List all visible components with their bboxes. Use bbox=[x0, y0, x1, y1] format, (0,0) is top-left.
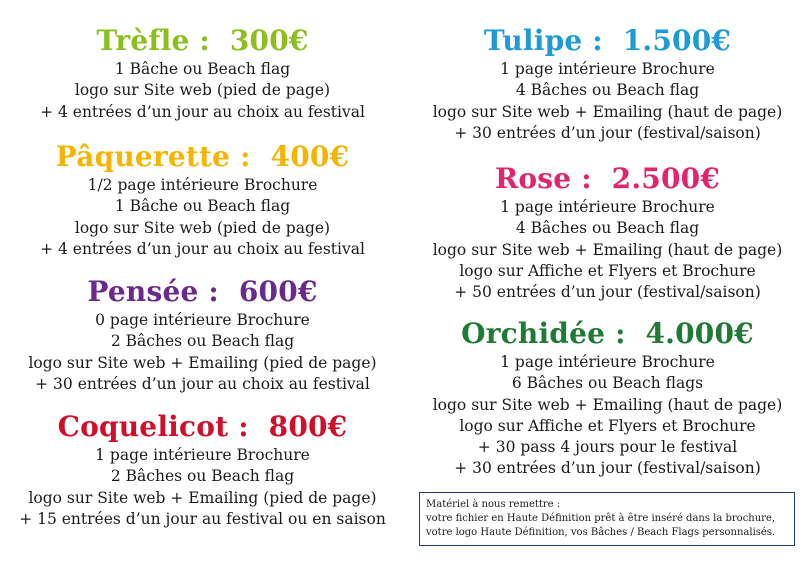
tier-benefit-line: logo sur Affiche et Flyers et Brochure bbox=[459, 416, 756, 435]
tier-benefit-line: 1 page intérieure Brochure bbox=[95, 446, 310, 464]
tier-title: Pâquerette : 400€ bbox=[55, 140, 350, 173]
tier-title: Rose : 2.500€ bbox=[494, 162, 721, 195]
note-line: votre fichier en Haute Définition prêt à être inséré dans la brochure, bbox=[426, 513, 776, 524]
tier-pensee bbox=[0, 275, 405, 395]
tier-title: Coquelicot : 800€ bbox=[57, 410, 348, 443]
tier-benefit-line: logo sur Site web (pied de page) bbox=[74, 218, 331, 237]
tier-benefit-line: 6 Bâches ou Beach flags bbox=[511, 374, 704, 393]
tier-lines bbox=[405, 197, 810, 303]
tier-title: Trèfle : 300€ bbox=[96, 24, 309, 57]
tier-benefit-line: 1 Bâche ou Beach flag bbox=[114, 197, 291, 216]
tier-benefit-line: logo sur Site web + Emailing (pied de page) bbox=[28, 353, 377, 372]
tier-benefit-line: + 4 entrées d’un jour au choix au festival bbox=[40, 102, 365, 121]
tier-benefit-line: + 50 entrées d’un jour (festival/saison) bbox=[454, 283, 761, 302]
note-line: Matériel à nous remettre : bbox=[426, 499, 561, 510]
tier-benefit-line: 4 Bâches ou Beach flag bbox=[515, 219, 700, 238]
tier-benefit-line: 0 page intérieure Brochure bbox=[95, 311, 310, 329]
tier-benefit-line: 2 Bâches ou Beach flag bbox=[110, 332, 295, 351]
tier-trefle bbox=[0, 24, 405, 123]
tier-benefit-line: + 30 pass 4 jours pour le festival bbox=[477, 438, 738, 457]
tier-rose bbox=[405, 162, 810, 303]
tier-orchidee bbox=[405, 317, 810, 480]
tier-benefit-line: + 4 entrées d’un jour au choix au festival bbox=[40, 239, 365, 258]
tier-benefit-line: 1 page intérieure Brochure bbox=[500, 198, 715, 216]
tier-paquerette bbox=[0, 140, 405, 260]
tier-benefit-line: + 30 entrées d’un jour au choix au festival bbox=[35, 374, 370, 393]
tier-coquelicot bbox=[0, 410, 405, 530]
tier-benefit-line: + 30 entrées d’un jour (festival/saison) bbox=[454, 123, 761, 142]
tier-benefit-line: logo sur Affiche et Flyers et Brochure bbox=[459, 261, 756, 280]
tier-benefit-line: 1 page intérieure Brochure bbox=[500, 353, 715, 371]
tier-benefit-line: 4 Bâches ou Beach flag bbox=[515, 81, 700, 100]
tier-tulipe bbox=[405, 24, 810, 144]
tier-benefit-line: 1 Bâche ou Beach flag bbox=[114, 60, 291, 78]
tier-title: Pensée : 600€ bbox=[87, 275, 318, 308]
tier-benefit-line: logo sur Site web + Emailing (haut de page) bbox=[432, 102, 783, 121]
tier-lines bbox=[0, 445, 405, 530]
material-note-box bbox=[419, 492, 795, 546]
tier-lines bbox=[0, 175, 405, 260]
tier-benefit-line: logo sur Site web + Emailing (haut de page) bbox=[432, 395, 783, 414]
tier-benefit-line: 1/2 page intérieure Brochure bbox=[87, 176, 318, 194]
tier-benefit-line: logo sur Site web (pied de page) bbox=[74, 81, 331, 100]
tier-lines bbox=[405, 352, 810, 480]
note-line: votre logo Haute Définition, vos Bâches / Beach Flags personnalisés. bbox=[426, 527, 776, 538]
tier-benefit-line: + 30 entrées d’un jour (festival/saison) bbox=[454, 459, 761, 478]
tier-benefit-line: 1 page intérieure Brochure bbox=[500, 60, 715, 78]
tier-title: Tulipe : 1.500€ bbox=[483, 24, 732, 57]
tier-lines bbox=[0, 310, 405, 395]
tier-benefit-line: logo sur Site web + Emailing (pied de page) bbox=[28, 488, 377, 507]
tier-benefit-line: logo sur Site web + Emailing (haut de page) bbox=[432, 240, 783, 259]
tier-benefit-line: + 15 entrées d’un jour au festival ou en saison bbox=[19, 509, 386, 528]
tier-lines bbox=[405, 59, 810, 144]
tier-lines bbox=[0, 59, 405, 123]
tier-title: Orchidée : 4.000€ bbox=[461, 317, 754, 350]
tier-benefit-line: 2 Bâches ou Beach flag bbox=[110, 467, 295, 486]
